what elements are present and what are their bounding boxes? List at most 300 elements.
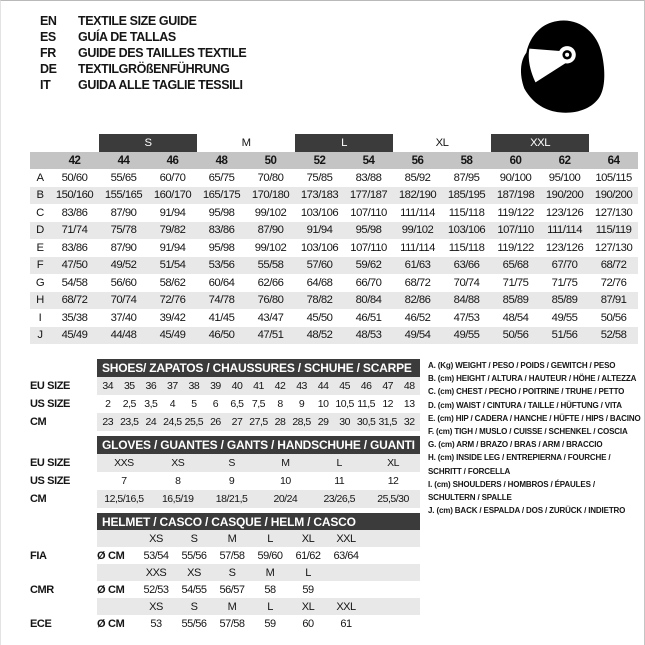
size-value: 64/68: [306, 276, 333, 289]
size-value: 46/52: [404, 311, 431, 324]
value-cell: 58: [264, 583, 276, 596]
size-value: 155/165: [104, 189, 143, 202]
helmet-size-header: XXL: [336, 532, 356, 545]
helmet-size-header: M: [265, 566, 275, 579]
value-cell: 61/62: [295, 549, 321, 562]
helmet-standard-label-cmr: CMR: [30, 583, 54, 596]
size-value: 107/110: [350, 206, 387, 219]
value-cell: 43: [296, 380, 307, 392]
legend-item-g: G. (cm) ARM / BRAZO / BRAS / ARM / BRACCIO: [428, 440, 603, 450]
size-value: 52/58: [600, 329, 627, 342]
size-row-I: [30, 309, 638, 327]
size-col-46: 46: [148, 152, 197, 169]
size-value: 71/75: [502, 276, 529, 289]
size-value: 50/56: [502, 329, 529, 342]
helmet-title-bar: HELMET / CASCO / CASQUE / HELM / CASCO: [97, 513, 420, 530]
spacer: [365, 530, 420, 547]
shoes-label-us-size: US SIZE: [30, 398, 70, 410]
size-value: 84/88: [453, 294, 480, 307]
helmet-size-header: XS: [149, 600, 163, 613]
size-value: 187/198: [496, 189, 535, 202]
gloves-title-bar: GLOVES / GUANTES / GANTS / HANDSCHUHE / GUANTI: [97, 436, 420, 454]
size-value: 103/106: [447, 224, 486, 237]
size-row-H: [30, 292, 638, 310]
size-value: 165/175: [202, 189, 241, 202]
value-cell: 53/54: [143, 549, 169, 562]
size-value: 45/50: [306, 311, 333, 324]
row-label-H: H: [36, 294, 44, 307]
size-value: 65/75: [208, 171, 235, 184]
legend-item-h: H. (cm) INSIDE LEG / ENTREPIERNA / FOURCHE / SCHRITT / FORCELLA: [428, 453, 611, 476]
size-value: 72/76: [159, 294, 186, 307]
language-code: IT: [40, 78, 51, 92]
value-cell: 35: [123, 380, 135, 392]
value-cell: L: [336, 457, 342, 469]
size-value: 85/89: [502, 294, 529, 307]
helmet-size-header: XXL: [336, 600, 356, 613]
value-cell: 60: [302, 617, 314, 630]
size-col-56: 56: [393, 152, 442, 169]
row-label-E: E: [36, 241, 44, 254]
corner-cell: [30, 134, 50, 152]
value-cell: 48: [403, 380, 415, 392]
helmet-size-header: XS: [149, 532, 163, 545]
value-cell: 11,5: [357, 398, 375, 410]
value-cell: XL: [387, 457, 399, 469]
helmet-row-ece: [30, 615, 420, 632]
size-value: 49/55: [453, 329, 480, 342]
size-value: 185/195: [447, 189, 486, 202]
size-value: 190/200: [594, 189, 633, 202]
size-value: 71/75: [551, 276, 578, 289]
helmet-size-header: XS: [187, 566, 201, 579]
value-cell: 8: [175, 475, 181, 487]
legend-item-d: D. (cm) WAIST / CINTURA / TAILLE / HÜFTUNG / VITA: [428, 400, 622, 410]
size-row-D: [30, 222, 638, 240]
value-cell: 20/24: [273, 493, 298, 505]
size-value: 35/38: [61, 311, 88, 324]
helmet-size-header: M: [227, 600, 237, 613]
size-row-G: [30, 274, 638, 292]
size-value: 62/66: [257, 276, 284, 289]
size-value: 90/100: [499, 171, 532, 184]
size-value: 47/53: [453, 311, 480, 324]
value-cell: 12,5/16,5: [104, 493, 144, 505]
spacer: [365, 598, 420, 615]
value-cell: 27,5: [249, 416, 268, 428]
value-cell: 59: [302, 583, 314, 596]
size-value: 75/85: [306, 171, 333, 184]
size-value: 83/86: [61, 206, 88, 219]
value-cell: 59/60: [257, 549, 283, 562]
helmet-values-ece: [97, 615, 420, 632]
size-value: 74/78: [208, 294, 235, 307]
value-cell: 54/55: [181, 583, 207, 596]
value-cell: 23: [102, 416, 114, 428]
size-value: 78/82: [306, 294, 333, 307]
language-row: [40, 13, 246, 29]
language-row: [40, 29, 246, 45]
size-row-C: [30, 204, 638, 222]
size-value: 61/63: [404, 259, 431, 272]
size-value: 91/94: [159, 241, 186, 254]
size-value: 49/52: [110, 259, 137, 272]
size-value: 123/126: [545, 206, 584, 219]
size-row-E: [30, 239, 638, 257]
gloves-values-cm: [97, 490, 420, 508]
value-cell: 25,5/30: [377, 493, 409, 505]
size-value: 91/94: [159, 206, 186, 219]
spacer: [97, 530, 137, 547]
size-band-xxl: XXL: [491, 134, 589, 152]
size-number-row: [30, 152, 638, 169]
gloves-section: [30, 436, 420, 508]
language-label: GUIDE DES TAILLES TEXTILE: [78, 46, 247, 60]
size-value: 49/54: [404, 329, 431, 342]
spacer: [97, 564, 137, 581]
size-value: 150/160: [55, 189, 94, 202]
value-cell: 44: [317, 380, 329, 392]
spacer: [365, 547, 420, 564]
helmet-size-header: M: [227, 532, 237, 545]
language-code: ES: [40, 30, 56, 44]
size-row-F: [30, 257, 638, 275]
value-cell: M: [281, 457, 290, 469]
size-value: 115/119: [595, 224, 632, 237]
value-cell: 41: [253, 380, 264, 392]
size-value: 76/80: [257, 294, 284, 307]
gloves-row-cm: [30, 490, 420, 508]
value-cell: 7,5: [251, 398, 266, 410]
row-label-J: J: [37, 329, 43, 342]
size-value: 127/130: [594, 241, 633, 254]
helmet-size-header: L: [305, 566, 311, 579]
size-value: 99/102: [401, 224, 434, 237]
size-value: 55/58: [257, 259, 284, 272]
value-cell: 29: [317, 416, 329, 428]
size-row-A: [30, 169, 638, 187]
size-value: 53/56: [208, 259, 235, 272]
size-value: 160/170: [153, 189, 192, 202]
band-gap: [589, 134, 638, 152]
size-value: 111/114: [400, 206, 435, 219]
language-code: FR: [40, 46, 56, 60]
row-label-G: G: [35, 276, 45, 289]
size-value: 95/98: [355, 224, 382, 237]
size-value: 99/102: [254, 241, 287, 254]
size-value: 87/90: [257, 224, 284, 237]
size-col-44: 44: [99, 152, 148, 169]
language-label: TEXTILGRÖßENFÜHRUNG: [78, 62, 230, 76]
size-value: 49/55: [551, 311, 578, 324]
size-value: 71/74: [61, 224, 88, 237]
size-value: 58/62: [159, 276, 186, 289]
size-value: 99/102: [254, 206, 287, 219]
size-value: 85/89: [551, 294, 578, 307]
helmet-size-header: S: [190, 532, 198, 545]
size-value: 95/98: [208, 241, 235, 254]
value-cell: 2: [105, 398, 111, 410]
corner-cell: [30, 152, 50, 169]
row-label-C: C: [36, 206, 44, 219]
size-value: 83/88: [355, 171, 382, 184]
helmet-size-header: S: [190, 600, 198, 613]
shoes-section: [30, 359, 420, 431]
size-value: 65/68: [502, 259, 529, 272]
value-cell: 6,5: [230, 398, 244, 410]
size-col-62: 62: [540, 152, 589, 169]
value-cell: 9: [228, 475, 235, 487]
size-value: 170/180: [251, 189, 290, 202]
helmet-sizes-row-ece: [30, 598, 420, 615]
helmet-row-cmr: [30, 581, 420, 598]
gloves-values-us-size: [97, 472, 420, 490]
value-cell: 45: [339, 380, 350, 392]
size-value: 46/50: [208, 329, 235, 342]
value-cell: 8: [277, 398, 283, 410]
value-cell: 3,5: [144, 398, 158, 410]
helmet-size-header: [327, 564, 365, 581]
size-value: 105/115: [595, 171, 632, 184]
spacer: [30, 513, 97, 530]
band-gap: [50, 134, 99, 152]
value-cell: 56/57: [219, 583, 245, 596]
size-value: 55/65: [110, 171, 137, 184]
language-code: EN: [40, 14, 57, 28]
value-cell: 16,5/19: [161, 493, 194, 505]
row-label-A: A: [36, 171, 44, 184]
value-cell: 18/21,5: [215, 493, 248, 505]
size-value: 50/56: [600, 311, 627, 324]
value-cell: 39: [210, 380, 221, 392]
helmet-size-header: XXS: [145, 566, 167, 579]
row-label-D: D: [36, 224, 44, 237]
size-value: 70/74: [110, 294, 137, 307]
size-value: 48/52: [306, 329, 333, 342]
size-value: 51/56: [551, 329, 578, 342]
gloves-row-eu-size: [30, 454, 420, 472]
size-row-J: [30, 327, 638, 345]
size-value: 57/60: [306, 259, 333, 272]
legend-item-b: B. (cm) HEIGHT / ALTURA / HAUTEUR / HÖHE / ALTEZZA: [428, 374, 637, 384]
size-value: 79/82: [159, 224, 186, 237]
legend-item-j: J. (cm) BACK / ESPALDA / DOS / ZURÜCK / INDIETRO: [428, 506, 626, 516]
size-value: 173/183: [300, 189, 339, 202]
size-col-52: 52: [295, 152, 344, 169]
size-value: 68/72: [404, 276, 431, 289]
value-cell: XS: [171, 457, 185, 469]
measurement-legend: [428, 359, 641, 517]
shoes-values-cm: [97, 413, 420, 431]
size-col-48: 48: [197, 152, 246, 169]
size-value: 85/92: [404, 171, 431, 184]
helmet-size-header: XL: [301, 532, 315, 545]
size-value: 111/114: [547, 224, 582, 237]
size-value: 87/91: [600, 294, 627, 307]
size-value: 45/49: [61, 329, 88, 342]
value-cell: 23,5: [120, 416, 139, 428]
size-value: 51/54: [159, 259, 186, 272]
size-value: 119/122: [497, 241, 534, 254]
size-value: 123/126: [545, 241, 584, 254]
size-value: 119/122: [497, 206, 534, 219]
value-cell: 12: [382, 398, 394, 410]
shoes-title-bar: SHOES/ ZAPATOS / CHAUSSURES / SCHUHE / SCARPE: [97, 359, 420, 377]
value-cell: 26: [210, 416, 221, 428]
size-band-row: [30, 134, 638, 152]
helmet-size-header: XL: [301, 600, 315, 613]
value-cell: [327, 581, 365, 598]
value-cell: 38: [188, 380, 200, 392]
legend-item-c: C. (cm) CHEST / PECHO / POITRINE / TRUHE / PETTO: [428, 387, 625, 397]
size-value: 70/80: [257, 171, 284, 184]
value-cell: S: [228, 457, 235, 469]
value-cell: 24,5: [163, 416, 182, 428]
value-cell: 31,5: [378, 416, 397, 428]
value-cell: 23/26,5: [323, 493, 355, 505]
shoes-row-cm: [30, 413, 420, 431]
language-label: GUIDA ALLE TAGLIE TESSILI: [78, 78, 243, 92]
gloves-row-us-size: [30, 472, 420, 490]
value-cell: 6: [212, 398, 219, 410]
value-cell: 42: [274, 380, 286, 392]
size-value: 82/86: [404, 294, 431, 307]
size-value: 83/86: [61, 241, 88, 254]
language-row: [40, 45, 246, 61]
size-value: 80/84: [355, 294, 382, 307]
value-cell: 52/53: [143, 583, 169, 596]
size-value: 70/74: [453, 276, 480, 289]
legend-item-i: I. (cm) SHOULDERS / HOMBROS / ÉPAULES / SCHULTERN / SPALLE: [428, 479, 595, 503]
size-value: 87/90: [110, 206, 137, 219]
language-row: [40, 77, 246, 93]
size-value: 103/106: [300, 241, 339, 254]
size-value: 48/53: [355, 329, 382, 342]
shoes-values-eu-size: [97, 377, 420, 395]
shoes-values-us-size: [97, 395, 420, 413]
size-value: 111/114: [400, 241, 435, 254]
size-col-60: 60: [491, 152, 540, 169]
value-cell: 11: [334, 475, 345, 487]
size-value: 41/45: [208, 311, 235, 324]
row-label-F: F: [36, 259, 44, 272]
size-row-B: [30, 187, 638, 205]
value-cell: 5: [191, 398, 197, 410]
size-value: 107/110: [497, 224, 534, 237]
shoes-rows: [30, 377, 420, 431]
gloves-rows: [30, 454, 420, 508]
spacer: [30, 564, 97, 581]
value-cell: 32: [403, 416, 415, 428]
size-col-54: 54: [344, 152, 393, 169]
value-cell: 10: [317, 398, 329, 410]
size-band-m: M: [241, 137, 251, 149]
spacer: [30, 598, 97, 615]
legend-item-f: F. (cm) TIGH / MUSLO / CUISSE / SCHENKEL / COSCIA: [428, 427, 628, 437]
size-value: 72/76: [600, 276, 627, 289]
language-label: TEXTILE SIZE GUIDE: [78, 14, 197, 28]
value-cell: 53: [150, 617, 162, 630]
size-band-xl: XL: [435, 137, 449, 149]
size-band-l: L: [295, 134, 393, 152]
value-cell: 7: [121, 475, 127, 487]
size-value: 107/110: [350, 241, 387, 254]
value-cell: 55/56: [181, 549, 207, 562]
size-value: 91/94: [306, 224, 333, 237]
value-cell: 46: [360, 380, 372, 392]
value-cell: 13: [403, 398, 415, 410]
size-value: 46/51: [355, 311, 382, 324]
value-cell: 63/64: [333, 549, 359, 562]
value-cell: 37: [167, 380, 178, 392]
size-table-head: [30, 134, 638, 169]
helmet-title-row: [30, 513, 420, 530]
size-value: 83/86: [208, 224, 235, 237]
size-value: 63/66: [453, 259, 480, 272]
racing-helmet-icon: [510, 12, 612, 120]
size-value: 115/118: [448, 241, 485, 254]
gloves-values-eu-size: [97, 454, 420, 472]
shoes-row-us-size: [30, 395, 420, 413]
value-cell: 27: [231, 416, 243, 428]
size-col-50: 50: [246, 152, 295, 169]
value-cell: 10,5: [335, 398, 354, 410]
value-cell: 4: [169, 398, 176, 410]
helmet-rows: [30, 530, 420, 632]
value-cell: 2,5: [122, 398, 136, 410]
value-cell: 57/58: [219, 549, 245, 562]
size-value: 50/60: [61, 171, 88, 184]
size-value: 56/60: [110, 276, 137, 289]
size-value: 190/200: [545, 189, 584, 202]
size-value: 44/48: [110, 329, 137, 342]
shoes-row-eu-size: [30, 377, 420, 395]
language-header: [40, 13, 246, 93]
size-value: 43/47: [257, 311, 284, 324]
helmet-size-header: L: [267, 600, 273, 613]
size-value: 87/95: [453, 171, 480, 184]
value-cell: 28: [274, 416, 286, 428]
size-value: 115/118: [448, 206, 485, 219]
value-cell: 9: [298, 398, 305, 410]
size-value: 47/50: [61, 259, 88, 272]
helmet-size-headers-ece: [97, 598, 420, 615]
row-label-I: I: [38, 311, 42, 324]
diameter-unit: Ø CM: [97, 583, 125, 596]
size-value: 103/106: [300, 206, 339, 219]
size-col-42: 42: [50, 152, 99, 169]
value-cell: 24: [145, 416, 157, 428]
size-value: 60/70: [159, 171, 186, 184]
size-value: 68/72: [600, 259, 627, 272]
size-col-64: 64: [589, 152, 638, 169]
size-value: 182/190: [398, 189, 437, 202]
size-value: 45/49: [159, 329, 186, 342]
value-cell: 59: [264, 617, 276, 630]
helmet-values-cmr: [97, 581, 420, 598]
shoes-label-eu-size: EU SIZE: [30, 380, 70, 392]
size-value: 66/70: [355, 276, 382, 289]
spacer: [30, 359, 97, 377]
diameter-unit: Ø CM: [97, 549, 125, 562]
helmet-size-header: L: [267, 532, 273, 545]
value-cell: 12: [387, 475, 399, 487]
value-cell: 36: [145, 380, 157, 392]
size-value: 87/90: [110, 241, 137, 254]
row-label-B: B: [36, 189, 44, 202]
value-cell: 28,5: [292, 416, 311, 428]
size-col-58: 58: [442, 152, 491, 169]
